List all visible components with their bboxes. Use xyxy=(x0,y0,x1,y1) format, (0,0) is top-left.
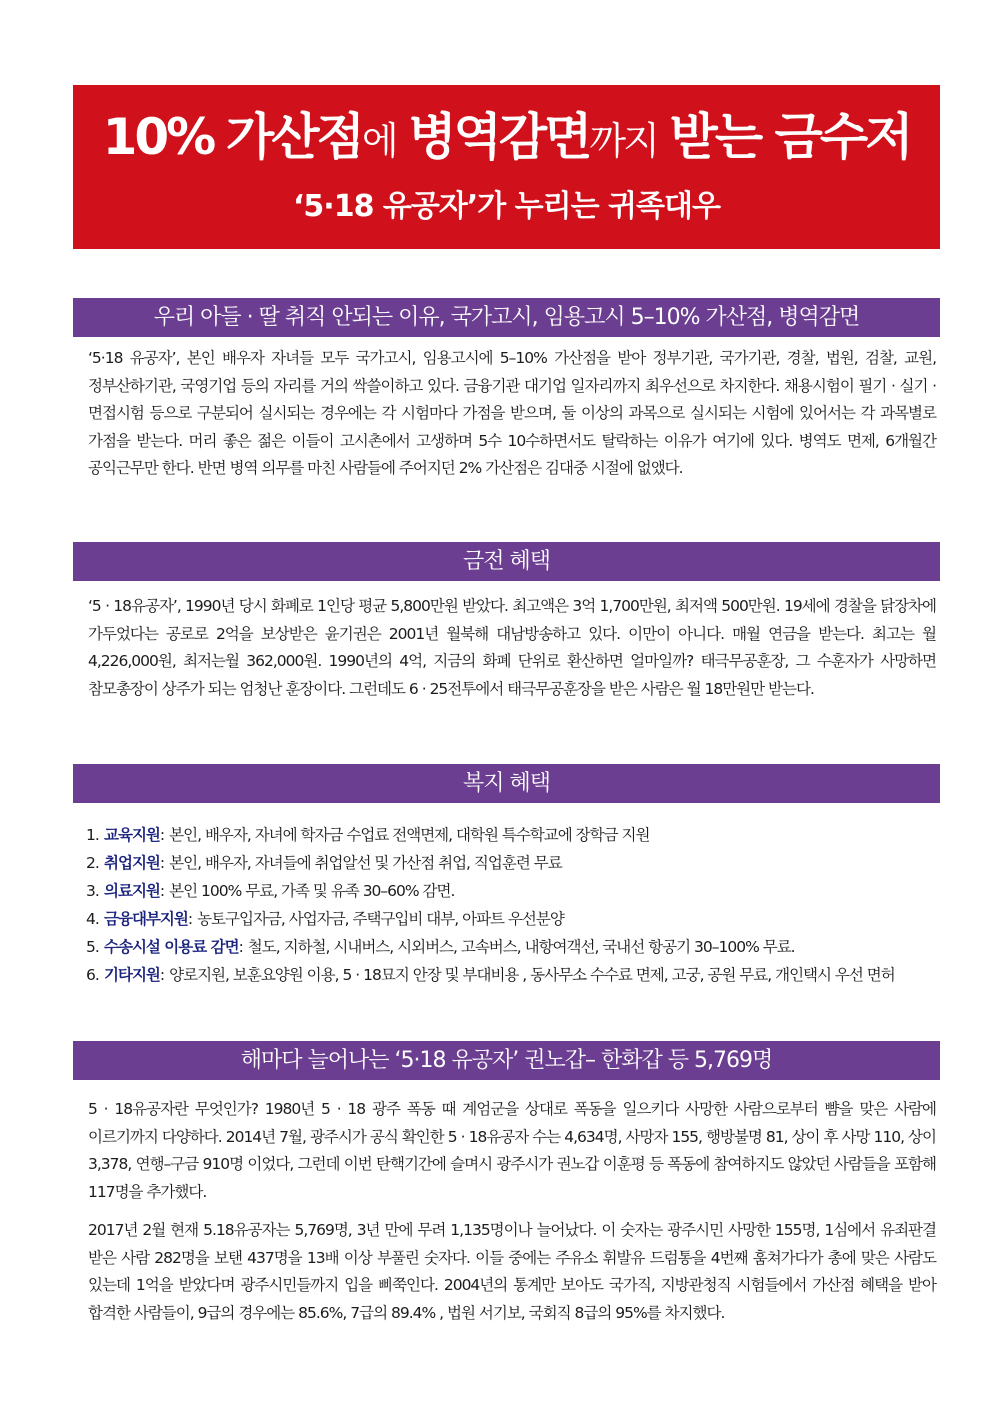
welfare-item-education: 1. 교육지원 : 본인, 배우자, 자녀에 학자금 수업료 전액면제, 대학원 특수학교에 장학금 지원 xyxy=(86,821,956,849)
count-paragraph-2: 2017년 2월 현재 5.18유공자는 5,769명, 3년 만에 무려 1,135명이나 늘어났다. 이 숫자는 광주시민 사망한 155명, 1심에서 유죄판결 받은 사람 282명을 보탠 437명을 13배 이상 부풀린 숫자다. 이들 중에는 주유소 휘발유 드럼통을 4번째 훔쳐가다가 총에 맞은 사람도 있는데 1억을 받았다며 광주시민들까지 입을 삐쭉인다. 2004년의 통계만 보아도 국가직, 지방관청직 시험들에서 가산점 혜택을 받아 합격한 사람들이, 9급의 경우에는 85.6%, 7급의 89.4% , 법원 서기보, 국회직 8급의 95%를 차지했다. xyxy=(88,1221,936,1322)
welfare-category: 교육지원 xyxy=(104,826,160,844)
welfare-category: 취업지원 xyxy=(104,854,160,872)
headline-banner xyxy=(73,85,940,249)
welfare-category: 기타지원 xyxy=(104,966,160,984)
welfare-item-other: 6. 기타지원 : 양로지원, 보훈요양원 이용, 5 · 18묘지 안장 및 부대비용 , 동사무소 수수료 면제, 고궁, 공원 무료, 개인택시 우선 면허 xyxy=(86,961,956,989)
welfare-list xyxy=(86,821,956,989)
section-heading-welfare: 복지 혜택 xyxy=(73,764,940,803)
money-paragraph: ‘5 · 18유공자’, 1990년 당시 화폐로 1인당 평균 5,800만원 받았다. 최고액은 3억 1,700만원, 최저액 500만원. 19세에 경찰을 닭장차에 가두었다는 공로로 2억을 보상받은 윤기권은 2001년 월북해 대남방송하고 있다. 이만이 아니다. 매월 연금을 받는다. 최고는 월 4,226,000원, 최저는월 362,000원. 1990년의 4억, 지금의 화폐 단위로 환산하면 얼마일까? 태극무공훈장, 그 수훈자가 사망하면 참모총장이 상주가 되는 엄청난 훈장이다. 그런데도 6 · 25전투에서 태극무공훈장을 받은 사람은 월 18만원만 받는다. xyxy=(88,597,936,698)
welfare-category: 의료지원 xyxy=(104,882,160,900)
section-heading-count: 해마다 늘어나는 ‘5·18 유공자’ 권노갑– 한화갑 등 5,769명 xyxy=(73,1041,940,1080)
employment-paragraph: ‘5·18 유공자’, 본인 배우자 자녀들 모두 국가고시, 임용고시에 5–10% 가산점을 받아 정부기관, 국가기관, 경찰, 법원, 검찰, 교원, 정부산하기관, 국영기업 등의 자리를 거의 싹쓸이하고 있다. 금융기관 대기업 일자리까지 최우선으로 차지한다. 채용시험이 필기 · 실기 · 면접시험 등으로 구분되어 실시되는 경우에는 각 시험마다 가점을 받으며, 둘 이상의 과목으로 실시되는 시험에 있어서는 각 과목별로 가점을 받는다. 머리 좋은 젊은 이들이 고시촌에서 고생하며 5수 10수하면서도 탈락하는 이유가 여기에 있다. 병역도 면제, 6개월간 공익근무만 한다. 반면 병역 의무를 마친 사람들에 주어지던 2% 가산점은 김대중 시절에 없앴다. xyxy=(88,349,936,477)
welfare-item-medical: 3. 의료지원 : 본인 100% 무료, 가족 및 유족 30–60% 감면. xyxy=(86,877,956,905)
section-heading-money: 금전 혜택 xyxy=(73,542,940,581)
welfare-item-loans: 4. 금융대부지원 : 농토구입자금, 사업자금, 주택구입비 대부, 아파트 우선분양 xyxy=(86,905,956,933)
headline-title: 10% 가산점에 병역감면까지 받는 금수저 xyxy=(102,108,911,166)
welfare-category: 수송시설 이용료 감면 xyxy=(104,938,239,956)
welfare-category: 금융대부지원 xyxy=(104,910,188,928)
welfare-item-employment: 2. 취업지원 : 본인, 배우자, 자녀들에 취업알선 및 가산점 취업, 직업훈련 무료 xyxy=(86,849,956,877)
section-heading-employment: 우리 아들 · 딸 취직 안되는 이유, 국가고시, 임용고시 5–10% 가산점, 병역감면 xyxy=(73,298,940,337)
count-paragraph-1: 5 · 18유공자란 무엇인가? 1980년 5 · 18 광주 폭동 때 계엄군을 상대로 폭동을 일으키다 사망한 사람으로부터 뺨을 맞은 사람에 이르기까지 다양하다. 2014년 7월, 광주시가 공식 확인한 5 · 18유공자 수는 4,634명, 사망자 155, 행방불명 81, 상이 후 사망 110, 상이 3,378, 연행–구금 910명 이었다, 그런데 이번 탄핵기간에 슬며시 광주시가 권노갑 이훈평 등 폭동에 참여하지도 않았던 사람들을 포함해 117명을 추가했다. xyxy=(88,1100,936,1201)
welfare-item-transport: 5. 수송시설 이용료 감면 : 철도, 지하철, 시내버스, 시외버스, 고속버스, 내항여객선, 국내선 항공기 30–100% 무료. xyxy=(86,933,956,961)
headline-subtitle: ‘5·18 유공자’가 누리는 귀족대우 xyxy=(293,189,720,224)
